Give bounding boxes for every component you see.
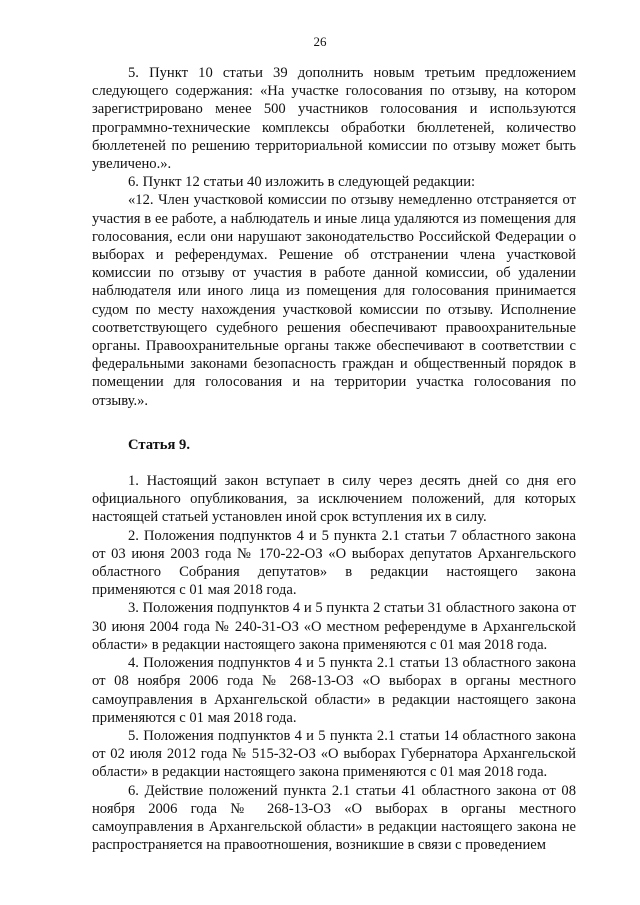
- page-number: 26: [313, 34, 327, 49]
- paragraph: 5. Положения подпунктов 4 и 5 пункта 2.1 статьи 14 областного закона от 02 июля 2012 года № 515-32-ОЗ «О выборах Губернатора Архангельской области» в редакции настоящего закона применяются с 01 мая 2018 года.: [92, 727, 576, 781]
- paragraph: 2. Положения подпунктов 4 и 5 пункта 2.1 статьи 7 областного закона от 03 июня 2003 года № 170-22-ОЗ «О выборах депутатов Архангельского областного Собрания депутатов» в редакции настоящего закона применяются с 01 мая 2018 года.: [92, 527, 576, 599]
- paragraph: «12. Член участковой комиссии по отзыву немедленно отстраняется от участия в ее работе, а наблюдатель и иные лица удаляются из помещения для голосования, если они нарушают законодательство Российской Федерации о выборах и референдумах. Решение об отстранении члена участковой комиссии по отзыву от участия в работе данной комиссии, об удалении наблюдателя или иного лица из помещения для голосования принимается судом по месту нахождения участковой комиссии по отзыву. Исполнение соответствующего судебного решения обеспечивают правоохранительные органы. Правоохранительные органы также обеспечивают в соответствии с федеральными законами безопасность граждан и общественный порядок в помещении для голосования и на территории участка голосования по отзыву.».: [92, 192, 576, 409]
- article-heading: Статья 9.: [128, 436, 190, 453]
- document-body: [92, 64, 576, 854]
- paragraph: 3. Положения подпунктов 4 и 5 пункта 2 статьи 31 областного закона от 30 июня 2004 года № 240-31-ОЗ «О местном референдуме в Архангельской области» в редакции настоящего закона применяются с 01 мая 2018 года.: [92, 600, 576, 653]
- paragraph: 5. Пункт 10 статьи 39 дополнить новым третьим предложением следующего содержания: «На участке голосования по отзыву, на котором зарегистрировано менее 500 участников голосования и используются программно-технические комплексы обработки бюллетеней, количество бюллетеней по решению территориальной комиссии по отзыву может быть увеличено.».: [92, 65, 576, 173]
- paragraph: 4. Положения подпунктов 4 и 5 пункта 2.1 статьи 13 областного закона от 08 ноября 2006 года № 268-13-ОЗ «О выборах в органы местного самоуправления в Архангельской области» в редакции настоящего закона применяются с 01 мая 2018 года.: [92, 655, 576, 726]
- paragraph: 6. Пункт 12 статьи 40 изложить в следующей редакции:: [128, 174, 476, 191]
- paragraph: 1. Настоящий закон вступает в силу через десять дней со дня его официального опубликования, за исключением положений, для которых настоящей статьей установлен иной срок вступления их в силу.: [92, 473, 576, 526]
- paragraph: 6. Действие положений пункта 2.1 статьи 41 областного закона от 08 ноября 2006 года № 268-13-ОЗ «О выборах в органы местного самоуправления в Архангельской области» в редакции настоящего закона не распространяется на правоотношения, возникшие в связи с проведением: [92, 782, 576, 854]
